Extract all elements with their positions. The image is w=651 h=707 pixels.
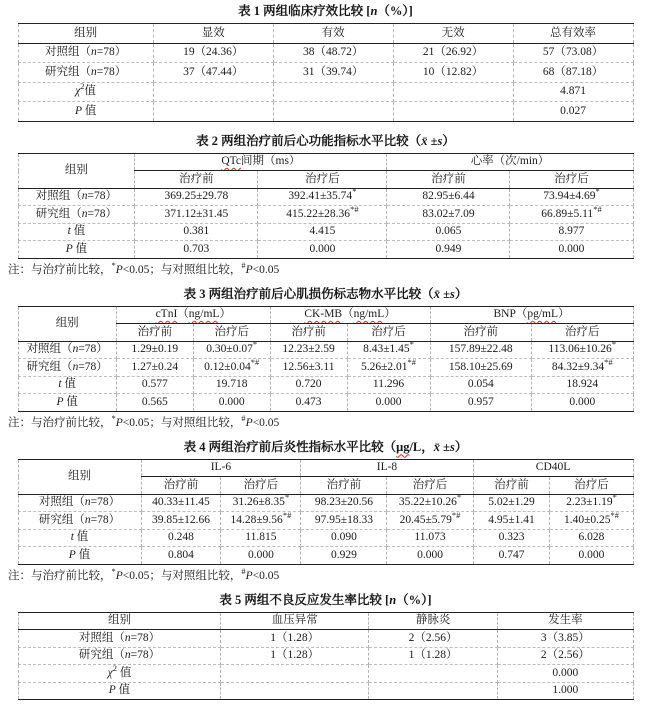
- table-cell: 0.027: [513, 102, 633, 122]
- header-cell: 治疗前: [135, 171, 258, 189]
- header-cell: 治疗前: [301, 477, 387, 495]
- row-label-cell: P 值: [18, 394, 116, 412]
- table-cell: 0.12±0.04*#: [193, 359, 270, 377]
- table-2-note: 注：与治疗前比较，*P<0.05；与对照组比较，#P<0.05: [8, 259, 280, 276]
- table-cell: 39.85±12.66: [141, 512, 221, 530]
- table-4-title: 表 4 两组治疗前后炎性指标水平比较（μg/L，x̄ ±s）: [183, 439, 468, 454]
- table-cell: 1（1.28）: [221, 630, 369, 648]
- table-cell: 38（48.72）: [273, 43, 393, 63]
- table-cell: 18.924: [532, 376, 634, 394]
- table-cell: 19.718: [193, 376, 270, 394]
- table-5-title: 表 5 两组不良反应发生率比较 [n（%）]: [219, 592, 432, 607]
- table-cell: 113.06±10.26*: [532, 341, 634, 359]
- table-cell: 97.95±18.33: [301, 512, 387, 530]
- table-cell: 4.95±1.41: [473, 512, 550, 530]
- table-cell: 10（12.82）: [393, 63, 513, 83]
- row-label-cell: P 值: [18, 682, 221, 700]
- table-cell: 35.22±10.26*: [387, 494, 473, 512]
- table-3-note: 注：与治疗前比较，*P<0.05；与对照组比较，#P<0.05: [8, 412, 280, 429]
- header-cell: 治疗后: [532, 324, 634, 342]
- header-cell: 治疗前: [430, 324, 531, 342]
- header-group-cell: IL-8: [301, 459, 473, 477]
- table-cell: 0.323: [473, 529, 550, 547]
- table-cell: 83.02±7.09: [387, 206, 510, 224]
- header-group-cell: CK-MB（ng/mL）: [270, 306, 430, 324]
- table-cell: [369, 682, 498, 700]
- table-3: [18, 306, 634, 412]
- table-cell: 82.95±6.44: [387, 188, 510, 206]
- table-cell: 5.02±1.29: [473, 494, 550, 512]
- header-cell: 治疗前: [387, 171, 510, 189]
- table-cell: 57（73.08）: [513, 43, 633, 63]
- table-cell: 0.381: [135, 223, 258, 241]
- table-cell: 21（26.92）: [393, 43, 513, 63]
- table-cell: 0.054: [430, 376, 531, 394]
- table-cell: [221, 682, 369, 700]
- table-cell: 392.41±35.74*: [258, 188, 387, 206]
- header-cell: 静脉炎: [369, 612, 498, 630]
- table-row: [18, 223, 633, 241]
- row-label-cell: 研究组（n=78）: [18, 63, 153, 83]
- header-cell: 发生率: [498, 612, 633, 630]
- table-cell: 3（3.85）: [498, 630, 633, 648]
- table-row: [18, 630, 633, 648]
- row-label-cell: 对照组（n=78）: [18, 43, 153, 63]
- table-row: [18, 341, 633, 359]
- header-group-cell: CD40L: [473, 459, 633, 477]
- table-2-title: 表 2 两组治疗前后心功能指标水平比较（x̄ ±s）: [196, 133, 455, 148]
- table-cell: 14.28±9.56*#: [221, 512, 301, 530]
- document-page: [0, 4, 651, 700]
- table-cell: 0.804: [141, 547, 221, 565]
- row-label-cell: t 值: [18, 529, 141, 547]
- row-label-cell: $\chi^2$值: [18, 82, 153, 102]
- header-cell: 治疗前: [116, 324, 193, 342]
- header-cell: 治疗后: [221, 477, 301, 495]
- table-cell: [273, 82, 393, 102]
- header-group-cell: 心率（次/min）: [387, 153, 633, 171]
- table-cell: 11.815: [221, 529, 301, 547]
- table-cell: [393, 82, 513, 102]
- table-5-section: [0, 593, 651, 701]
- table-cell: 12.23±2.59: [270, 341, 347, 359]
- row-label-cell: 对照组（n=78）: [18, 188, 135, 206]
- header-cell: 无效: [393, 24, 513, 44]
- table-cell: 2（2.56）: [498, 647, 633, 665]
- table-row: [18, 665, 633, 683]
- table-cell: 73.94±4.69*: [510, 188, 633, 206]
- table-row: [18, 206, 633, 224]
- table-cell: 20.45±5.79*#: [387, 512, 473, 530]
- table-cell: 4.871: [513, 82, 633, 102]
- header-cell: 治疗后: [510, 171, 633, 189]
- table-cell: 415.22±28.36*#: [258, 206, 387, 224]
- header-cell: 治疗后: [258, 171, 387, 189]
- table-cell: [221, 665, 369, 683]
- header-group-cell: cTnI（ng/mL）: [116, 306, 270, 324]
- table-row: [18, 494, 633, 512]
- table-3-section: [0, 287, 651, 431]
- table-row: [18, 512, 633, 530]
- table-cell: 0.929: [301, 547, 387, 565]
- table-cell: 11.296: [347, 376, 430, 394]
- table-row: [18, 376, 633, 394]
- table-cell: 98.23±20.56: [301, 494, 387, 512]
- table-cell: [273, 102, 393, 122]
- row-label-cell: 研究组（n=78）: [18, 512, 141, 530]
- table-cell: 157.89±22.48: [430, 341, 531, 359]
- row-label-cell: $\chi^2$ 值: [18, 665, 221, 683]
- table-2: [18, 153, 634, 259]
- table-cell: 0.747: [473, 547, 550, 565]
- table-cell: 0.949: [387, 241, 510, 259]
- header-cell: 组别: [18, 459, 141, 494]
- table-cell: 0.000: [258, 241, 387, 259]
- table-cell: 8.977: [510, 223, 633, 241]
- table-1-title: 表 1 两组临床疗效比较 [n（%）]: [238, 4, 413, 18]
- table-cell: 0.000: [550, 547, 633, 565]
- header-group-cell: QTc间期（ms）: [135, 153, 387, 171]
- table-cell: 0.565: [116, 394, 193, 412]
- table-cell: 0.248: [141, 529, 221, 547]
- header-cell: 治疗前: [473, 477, 550, 495]
- table-cell: 0.000: [510, 241, 633, 259]
- header-cell: 组别: [18, 153, 135, 188]
- header-cell: 血压异常: [221, 612, 369, 630]
- table-cell: 6.028: [550, 529, 633, 547]
- table-row: [18, 82, 633, 102]
- table-row: [18, 359, 633, 377]
- header-cell: 治疗后: [193, 324, 270, 342]
- table-cell: 1.27±0.24: [116, 359, 193, 377]
- table-cell: 0.577: [116, 376, 193, 394]
- table-cell: 8.43±1.45*: [347, 341, 430, 359]
- table-row: [18, 43, 633, 63]
- row-label-cell: P 值: [18, 547, 141, 565]
- table-cell: 66.89±5.11*#: [510, 206, 633, 224]
- table-cell: 0.000: [498, 665, 633, 683]
- header-cell: 显效: [153, 24, 273, 44]
- table-row: [18, 188, 633, 206]
- table-cell: 84.32±9.34*#: [532, 359, 634, 377]
- table-4-note: 注：与治疗前比较，*P<0.05；与对照组比较，#P<0.05: [8, 565, 280, 582]
- table-cell: 1.29±0.19: [116, 341, 193, 359]
- table-row: [18, 529, 633, 547]
- table-cell: 4.415: [258, 223, 387, 241]
- table-cell: 369.25±29.78: [135, 188, 258, 206]
- table-cell: 2.23±1.19*: [550, 494, 633, 512]
- header-cell: 总有效率: [513, 24, 633, 44]
- table-cell: 0.000: [347, 394, 430, 412]
- header-cell: 治疗后: [347, 324, 430, 342]
- table-5: [18, 612, 634, 701]
- header-cell: 组别: [18, 612, 221, 630]
- header-group-cell: IL-6: [141, 459, 301, 477]
- row-label-cell: 对照组（n=78）: [18, 494, 141, 512]
- table-1-section: [0, 4, 651, 122]
- table-row: [18, 241, 633, 259]
- table-row: [18, 547, 633, 565]
- table-cell: 11.073: [387, 529, 473, 547]
- table-1: [18, 23, 634, 122]
- header-cell: 治疗后: [387, 477, 473, 495]
- table-4: [18, 459, 634, 565]
- header-cell: 治疗前: [270, 324, 347, 342]
- header-row: [18, 612, 633, 630]
- table-cell: 31（39.74）: [273, 63, 393, 83]
- table-cell: 12.56±3.11: [270, 359, 347, 377]
- table-4-section: [0, 440, 651, 584]
- table-cell: [153, 102, 273, 122]
- row-label-cell: t 值: [18, 223, 135, 241]
- table-cell: 0.000: [193, 394, 270, 412]
- header-cell: 有效: [273, 24, 393, 44]
- table-cell: 1.40±0.25*#: [550, 512, 633, 530]
- header-group-row: [18, 306, 633, 324]
- header-group-cell: BNP（pg/mL）: [430, 306, 633, 324]
- header-cell: 组别: [18, 306, 116, 341]
- row-label-cell: 研究组（n=78）: [18, 359, 116, 377]
- table-row: [18, 102, 633, 122]
- table-cell: 0.957: [430, 394, 531, 412]
- header-group-row: [18, 459, 633, 477]
- table-cell: 68（87.18）: [513, 63, 633, 83]
- table-cell: 371.12±31.45: [135, 206, 258, 224]
- row-label-cell: 对照组（n=78）: [18, 341, 116, 359]
- table-row: [18, 647, 633, 665]
- table-cell: 0.000: [221, 547, 301, 565]
- header-cell: 治疗前: [141, 477, 221, 495]
- table-cell: 0.720: [270, 376, 347, 394]
- table-cell: 19（24.36）: [153, 43, 273, 63]
- table-cell: [393, 102, 513, 122]
- row-label-cell: 研究组（n=78）: [18, 206, 135, 224]
- table-cell: 0.000: [532, 394, 634, 412]
- table-row: [18, 63, 633, 83]
- row-label-cell: 研究组（n=78）: [18, 647, 221, 665]
- table-cell: 5.26±2.01*#: [347, 359, 430, 377]
- header-group-row: [18, 153, 633, 171]
- table-cell: 0.30±0.07*: [193, 341, 270, 359]
- table-cell: 0.065: [387, 223, 510, 241]
- table-cell: 31.26±8.35*: [221, 494, 301, 512]
- table-cell: [369, 665, 498, 683]
- table-cell: [153, 82, 273, 102]
- header-cell: 治疗后: [550, 477, 633, 495]
- table-row: [18, 394, 633, 412]
- table-3-title: 表 3 两组治疗前后心肌损伤标志物水平比较（x̄ ±s）: [183, 286, 468, 301]
- table-cell: 1（1.28）: [369, 647, 498, 665]
- table-cell: 1（1.28）: [221, 647, 369, 665]
- table-2-section: [0, 134, 651, 278]
- row-label-cell: 对照组（n=78）: [18, 630, 221, 648]
- table-cell: 0.000: [387, 547, 473, 565]
- table-cell: 37（47.44）: [153, 63, 273, 83]
- table-cell: 40.33±11.45: [141, 494, 221, 512]
- table-row: [18, 682, 633, 700]
- table-cell: 158.10±25.69: [430, 359, 531, 377]
- table-cell: 0.473: [270, 394, 347, 412]
- header-row: [18, 24, 633, 44]
- table-cell: 2（2.56）: [369, 630, 498, 648]
- row-label-cell: P 值: [18, 102, 153, 122]
- header-cell: 组别: [18, 24, 153, 44]
- table-cell: 1.000: [498, 682, 633, 700]
- row-label-cell: P 值: [18, 241, 135, 259]
- table-cell: 0.090: [301, 529, 387, 547]
- row-label-cell: t 值: [18, 376, 116, 394]
- table-cell: 0.703: [135, 241, 258, 259]
